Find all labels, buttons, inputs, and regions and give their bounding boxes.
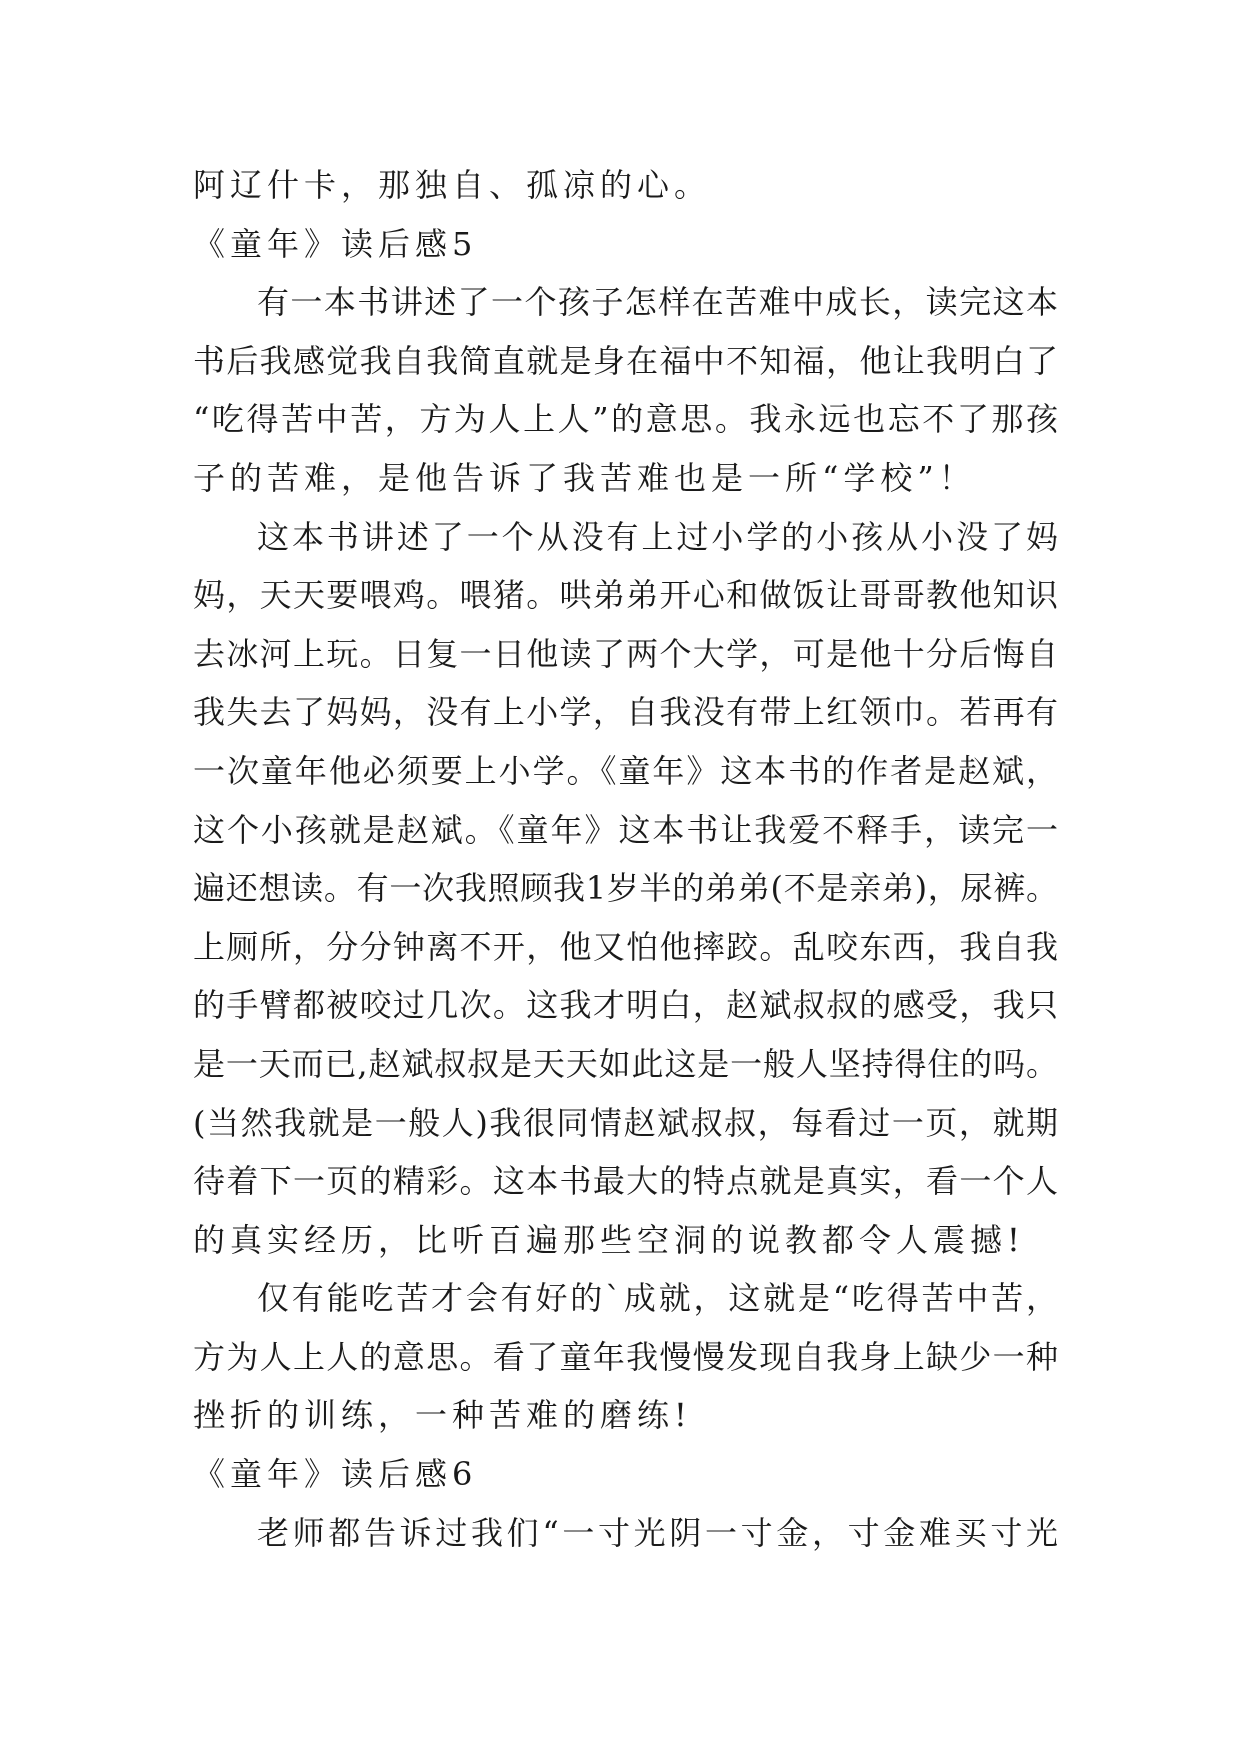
paragraph-line: 待着下一页的精彩。这本书最大的特点就是真实，看一个人 — [193, 1162, 1058, 1201]
paragraph-line: (当然我就是一般人)我很同情赵斌叔叔，每看过一页，就期 — [193, 1103, 1058, 1142]
paragraph-line: “吃得苦中苦，方为人上人”的意思。我永远也忘不了那孩 — [193, 400, 1058, 439]
paragraph-line: 挫折的训练，一种苦难的磨练! — [193, 1396, 692, 1435]
paragraph-line: 一次童年他必须要上小学。《童年》这本书的作者是赵斌， — [193, 751, 1058, 790]
paragraph-line: 子的苦难，是他告诉了我苦难也是一所“学校”！ — [193, 458, 976, 497]
paragraph-line: 上厕所，分分钟离不开，他又怕他摔跤。乱咬东西，我自我 — [193, 927, 1058, 966]
paragraph-line: 的手臂都被咬过几次。这我才明白，赵斌叔叔的感受，我只 — [193, 986, 1058, 1025]
paragraph-line: 这本书讲述了一个从没有上过小学的小孩从小没了妈 — [257, 517, 1058, 556]
paragraph-line: 的真实经历，比听百遍那些空洞的说教都令人震撼! — [193, 1220, 1025, 1259]
paragraph-line: 遍还想读。有一次我照顾我1岁半的弟弟(不是亲弟)，尿裤。 — [193, 869, 1058, 908]
document-page — [193, 156, 1058, 1562]
paragraph-line: 有一本书讲述了一个孩子怎样在苦难中成长，读完这本 — [257, 283, 1058, 322]
paragraph-line: 方为人上人的意思。看了童年我慢慢发现自我身上缺少一种 — [193, 1337, 1058, 1376]
paragraph-line: 去冰河上玩。日复一日他读了两个大学，可是他十分后悔自 — [193, 634, 1058, 673]
paragraph-line: 这个小孩就是赵斌。《童年》这本书让我爱不释手，读完一 — [193, 810, 1058, 849]
paragraph-line: 老师都告诉过我们“一寸光阴一寸金，寸金难买寸光 — [257, 1513, 1058, 1552]
paragraph-line: 是一天而已,赵斌叔叔是天天如此这是一般人坚持得住的吗。 — [193, 1044, 1058, 1083]
paragraph-line: 书后我感觉我自我简直就是身在福中不知福，他让我明白了 — [193, 341, 1058, 380]
section-heading: 《童年》读后感5 — [193, 224, 478, 263]
paragraph-line: 我失去了妈妈，没有上小学，自我没有带上红领巾。若再有 — [193, 693, 1058, 732]
paragraph-line: 仅有能吃苦才会有好的`成就，这就是“吃得苦中苦， — [257, 1279, 1058, 1318]
paragraph-line: 妈，天天要喂鸡。喂猪。哄弟弟开心和做饭让哥哥教他知识 — [193, 576, 1058, 615]
paragraph-line: 阿辽什卡，那独自、孤凉的心。 — [193, 166, 712, 204]
section-heading: 《童年》读后感6 — [193, 1455, 478, 1494]
